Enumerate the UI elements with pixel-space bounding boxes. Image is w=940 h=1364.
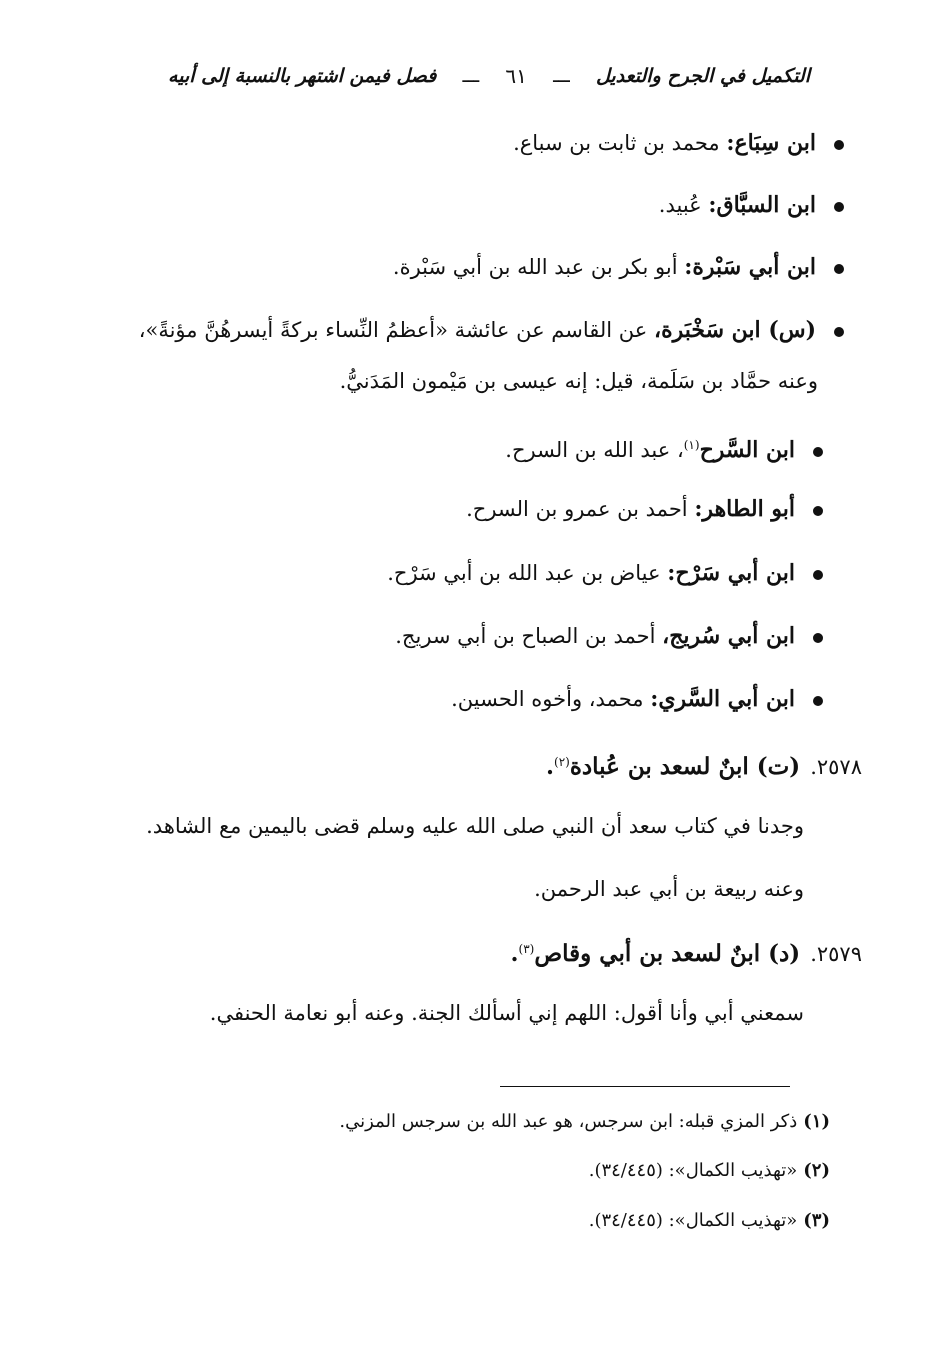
book-title: التكميل في الجرح والتعديل xyxy=(595,65,810,87)
bullet-icon xyxy=(834,264,844,274)
entry-number: ٢٥٧٨. xyxy=(810,755,862,779)
entry-name: ابن أبي السَّري: xyxy=(650,686,795,712)
bullet-icon xyxy=(813,633,823,643)
entry-name: أبو الطاهر: xyxy=(694,496,795,522)
footnote-ref: (١) xyxy=(683,438,700,452)
entry-text: أحمد بن عمرو بن السرح. xyxy=(466,497,695,521)
running-header xyxy=(168,60,810,92)
header-separator-1: ـــ xyxy=(553,65,570,87)
entry-name: ابن أبي سَرْح: xyxy=(667,560,795,586)
header-separator-2: ـــ xyxy=(462,65,480,87)
entry-text: أحمد بن الصباح بن أبي سريج. xyxy=(395,624,663,648)
entry-ibn-sibaa xyxy=(513,128,844,158)
entry-2579-heading xyxy=(511,934,862,969)
entry-end: . xyxy=(546,753,555,780)
section-title: فصل فيمن اشتهر بالنسبة إلى أبيه xyxy=(168,65,437,87)
entry-name: ابن أبي سَبْرة: xyxy=(684,254,816,280)
entry-end: . xyxy=(510,940,519,967)
entry-ibn-sakhbara xyxy=(139,315,844,345)
entry-number: ٢٥٧٩. xyxy=(810,942,862,966)
entry-text: ، عبد الله بن السرح. xyxy=(505,438,684,462)
page-number: ٦١ xyxy=(505,64,527,88)
entry-ibn-al-sabbaq xyxy=(659,190,844,220)
entry-name: ابن السبَّاق: xyxy=(708,192,816,218)
entry-name: (س) ابن سَخْبَرة، xyxy=(653,317,816,343)
bullet-icon xyxy=(813,447,823,457)
footnote-text: ذكر المزي قبله: ابن سرجس، هو عبد الله بن سرجس المزني. xyxy=(339,1111,798,1132)
entry-ibn-abi-sabra xyxy=(393,252,844,282)
entry-2578-body-line: وجدنا في كتاب سعد أن النبي صلى الله عليه وسلم قضى باليمين مع الشاهد. xyxy=(146,814,804,838)
footnote-number: (٢) xyxy=(803,1160,830,1181)
entry-title: (ت) ابنٌ لسعد بن عُبادة xyxy=(569,753,801,780)
footnote-text: «تهذيب الكمال»: (٣٤/٤٤٥). xyxy=(588,1210,798,1231)
footnote-3 xyxy=(589,1207,830,1235)
entry-ibn-al-sarh xyxy=(505,430,823,465)
entry-ibn-abi-sarh xyxy=(387,558,823,588)
entry-2578-heading xyxy=(546,747,862,782)
entry-ibn-abi-surayj xyxy=(395,621,823,651)
entry-abu-al-tahir xyxy=(466,494,823,524)
bullet-icon xyxy=(834,202,844,212)
bullet-icon xyxy=(813,696,823,706)
footnote-ref: (٢) xyxy=(554,755,570,769)
entry-name: ابن سِبَاع: xyxy=(726,130,816,156)
entry-2578-body-line: وعنه ربيعة بن أبي عبد الرحمن. xyxy=(534,877,804,901)
bullet-icon xyxy=(834,140,844,150)
footnote-1 xyxy=(339,1108,830,1136)
entry-title: (د) ابنٌ لسعد بن أبي وقاص xyxy=(534,940,801,967)
entry-name: ابن السَّرح xyxy=(699,437,795,463)
entry-2579-body-line: سمعني أبي وأنا أقول: اللهم إني أسألك الجنة. وعنه أبو نعامة الحنفي. xyxy=(209,1001,804,1025)
entry-ibn-abi-al-sari xyxy=(451,684,823,714)
bullet-icon xyxy=(834,327,844,337)
entry-text: عُبيد. xyxy=(658,193,709,217)
entry-text: عن القاسم عن عائشة «أعظمُ النِّساء بركةً أيسرهُنَّ مؤنةً»، xyxy=(138,318,654,342)
entry-text: محمد، وأخوه الحسين. xyxy=(451,687,651,711)
footnote-divider xyxy=(500,1086,790,1087)
footnote-number: (٣) xyxy=(803,1210,830,1231)
entry-name: ابن أبي سُريج، xyxy=(662,623,795,649)
entry-text: عياض بن عبد الله بن أبي سَرْح. xyxy=(387,561,668,585)
footnote-number: (١) xyxy=(803,1111,830,1132)
footnote-ref: (٣) xyxy=(518,942,535,956)
entry-text: محمد بن ثابت بن سباع. xyxy=(513,131,727,155)
bullet-icon xyxy=(813,506,823,516)
footnote-text: «تهذيب الكمال»: (٣٤/٤٤٥). xyxy=(588,1160,798,1181)
entry-continuation: وعنه حمَّاد بن سَلَمة، قيل: إنه عيسى بن مَيْمون المَدَنيُّ. xyxy=(339,369,818,393)
footnote-2 xyxy=(589,1157,830,1185)
bullet-icon xyxy=(813,570,823,580)
entry-text: أبو بكر بن عبد الله بن أبي سَبْرة. xyxy=(392,255,685,279)
